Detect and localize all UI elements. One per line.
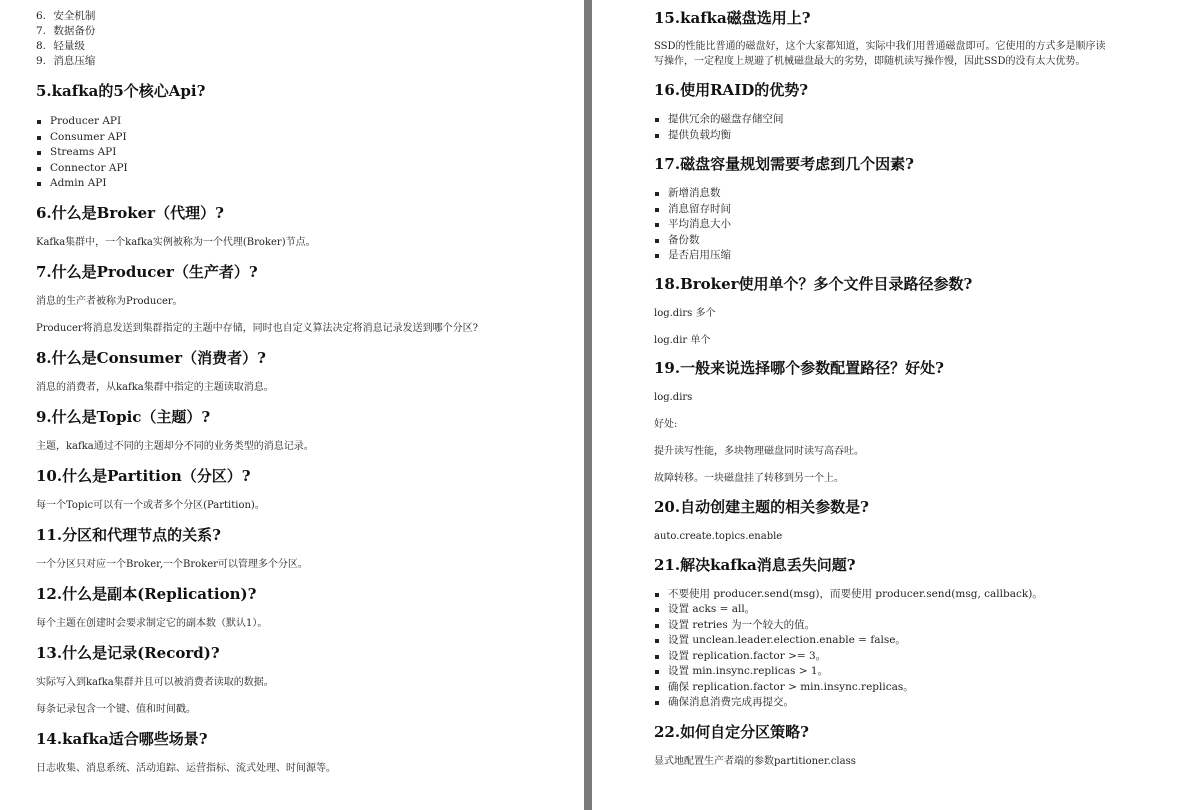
list-item: 提供负载均衡 xyxy=(654,128,1160,144)
list-item: Connector API xyxy=(36,161,564,177)
paragraph: 实际写入到kafka集群并且可以被消费者读取的数据。 xyxy=(36,676,274,688)
paragraph: auto.create.topics.enable xyxy=(654,530,783,542)
list-item: 8. 轻量级 xyxy=(36,40,85,52)
section-heading: 16.使用RAID的优势? xyxy=(654,81,809,99)
document-page-left xyxy=(0,0,584,810)
list-item: Consumer API xyxy=(36,130,564,146)
section-heading: 22.如何自定分区策略? xyxy=(654,722,809,741)
paragraph: log.dirs xyxy=(654,391,693,403)
paragraph: Producer将消息发送到集群指定的主题中存储，同时也自定义算法决定将消息记录发送到哪个分区? xyxy=(36,322,479,334)
paragraph: 一个分区只对应一个Broker,一个Broker可以管理多个分区。 xyxy=(36,558,308,570)
document-page-right xyxy=(592,0,1180,810)
list-item: 7. 数据备份 xyxy=(36,25,96,37)
section-heading: 7.什么是Producer（生产者）? xyxy=(36,262,258,281)
list-item: 消息留存时间 xyxy=(654,202,1160,218)
section-heading: 14.kafka适合哪些场景? xyxy=(36,729,208,748)
bullet-list xyxy=(654,587,1160,711)
list-item: 设置 acks = all。 xyxy=(654,602,1160,618)
section-heading: 11.分区和代理节点的关系? xyxy=(36,525,221,544)
bullet-list xyxy=(36,114,564,192)
section-heading: 18.Broker使用单个？多个文件目录路径参数? xyxy=(654,274,973,293)
bullet-list xyxy=(654,186,1160,264)
list-item: 设置 retries 为一个较大的值。 xyxy=(654,618,1160,634)
paragraph: Kafka集群中，一个kafka实例被称为一个代理(Broker)节点。 xyxy=(36,236,316,248)
paragraph: 消息的生产者被称为Producer。 xyxy=(36,295,183,307)
section-heading: 5.kafka的5个核心Api? xyxy=(36,82,206,100)
paragraph: 主题，kafka通过不同的主题却分不同的业务类型的消息记录。 xyxy=(36,440,314,452)
bullet-list xyxy=(654,112,1160,143)
section-heading: 19.一般来说选择哪个参数配置路径？好处? xyxy=(654,358,944,377)
paragraph: log.dirs 多个 xyxy=(654,307,716,319)
paragraph: 日志收集、消息系统、活动追踪、运营指标、流式处理、时间源等。 xyxy=(36,762,336,774)
section-heading: 9.什么是Topic（主题）? xyxy=(36,407,211,426)
list-item: 新增消息数 xyxy=(654,186,1160,202)
paragraph: 每个主题在创建时会要求制定它的副本数（默认1）。 xyxy=(36,617,268,629)
section-heading: 8.什么是Consumer（消费者）? xyxy=(36,348,266,367)
list-item: 平均消息大小 xyxy=(654,217,1160,233)
list-item: 设置 min.insync.replicas > 1。 xyxy=(654,664,1160,680)
list-item: 备份数 xyxy=(654,233,1160,249)
feature-list xyxy=(36,9,564,69)
paragraph: SSD的性能比普通的磁盘好，这个大家都知道，实际中我们用普通磁盘即可。它使用的方式多是顺序读 写操作，一定程度上规避了机械磁盘最大的劣势，即随机读写操作慢，因此SSD的没有太大优势。 xyxy=(654,41,1106,67)
list-item: Admin API xyxy=(36,176,564,192)
paragraph: 消息的消费者，从kafka集群中指定的主题读取消息。 xyxy=(36,381,274,393)
list-item: Producer API xyxy=(36,114,564,130)
section-heading: 12.什么是副本(Replication)? xyxy=(36,584,257,603)
paragraph: 每一个Topic可以有一个或者多个分区(Partition)。 xyxy=(36,499,265,511)
paragraph: 每条记录包含一个键、值和时间戳。 xyxy=(36,703,196,715)
section-heading: 10.什么是Partition（分区）? xyxy=(36,466,251,485)
paragraph: 显式地配置生产者端的参数partitioner.class xyxy=(654,755,856,767)
list-item: 提供冗余的磁盘存储空间 xyxy=(654,112,1160,128)
list-item: 是否启用压缩 xyxy=(654,248,1160,264)
paragraph: 提升读写性能，多块物理磁盘同时读写高吞吐。 xyxy=(654,445,864,457)
list-item: Streams API xyxy=(36,145,564,161)
list-item: 不要使用 producer.send(msg)，而要使用 producer.send(msg, callback)。 xyxy=(654,587,1160,603)
paragraph: 故障转移。一块磁盘挂了转移到另一个上。 xyxy=(654,472,844,484)
section-heading: 20.自动创建主题的相关参数是? xyxy=(654,497,869,516)
list-item: 9. 消息压缩 xyxy=(36,55,96,67)
section-heading: 13.什么是记录(Record)? xyxy=(36,643,220,662)
section-heading: 15.kafka磁盘选用上? xyxy=(654,9,811,27)
list-item: 确保 replication.factor > min.insync.replicas。 xyxy=(654,680,1160,696)
paragraph: log.dir 单个 xyxy=(654,334,711,346)
section-heading: 6.什么是Broker（代理）? xyxy=(36,203,224,222)
section-heading: 17.磁盘容量规划需要考虑到几个因素? xyxy=(654,155,914,173)
section-heading: 21.解决kafka消息丢失问题? xyxy=(654,555,856,574)
list-item: 6. 安全机制 xyxy=(36,10,96,22)
paragraph: 好处: xyxy=(654,418,678,430)
list-item: 设置 replication.factor >= 3。 xyxy=(654,649,1160,665)
list-item: 确保消息消费完成再提交。 xyxy=(654,695,1160,711)
list-item: 设置 unclean.leader.election.enable = false。 xyxy=(654,633,1160,649)
